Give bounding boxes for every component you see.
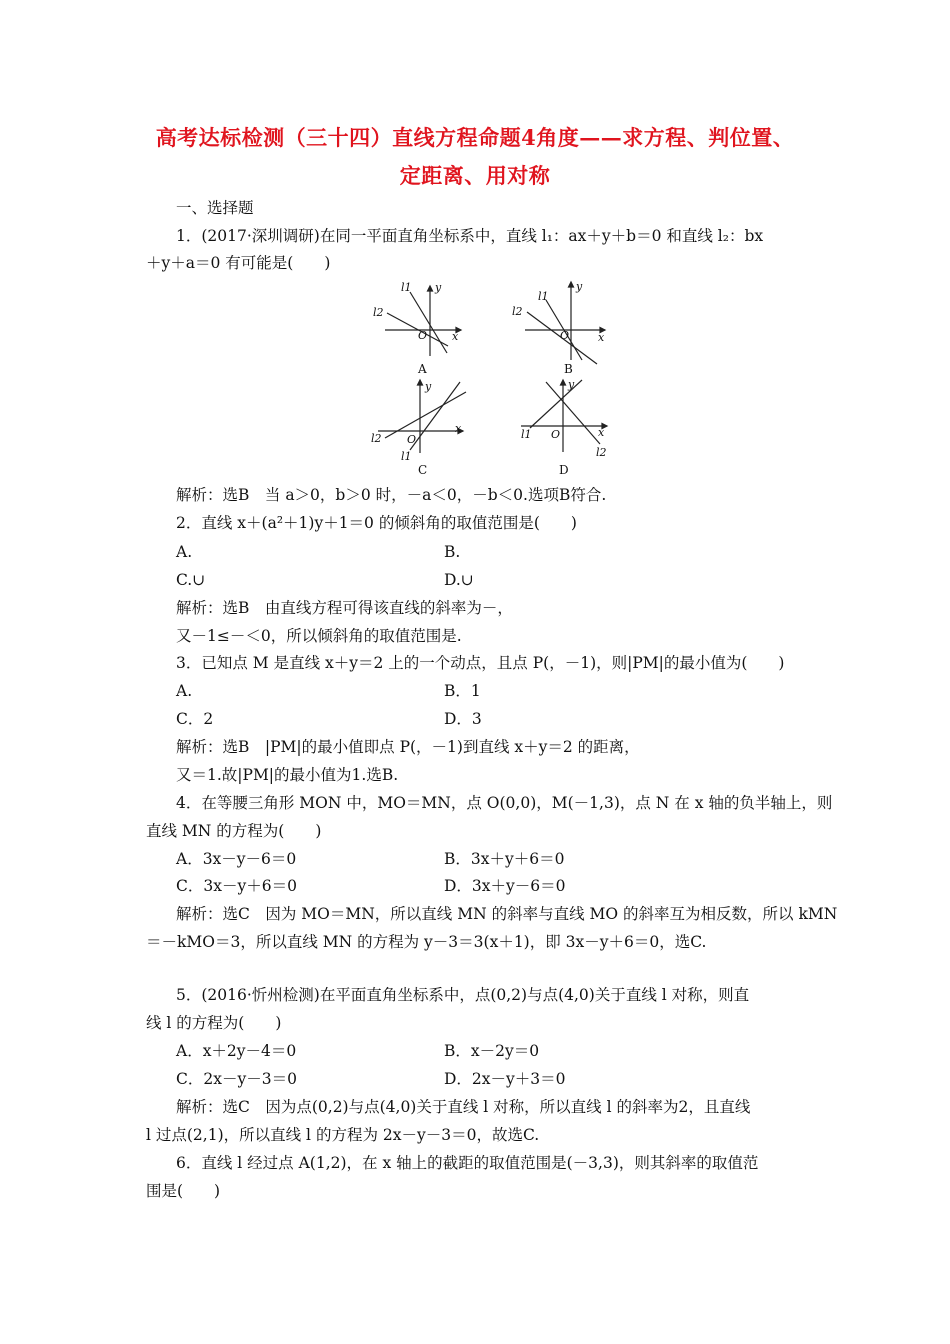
q5-answer-1: 解析：选C 因为点(0,2)与点(4,0)关于直线 l 对称，所以直线 l 的斜率为2，且直线 <box>176 1098 751 1116</box>
q2-stem: 2．直线 x＋(a²＋1)y＋1＝0 的倾斜角的取值范围是( ) <box>176 514 577 532</box>
q3-option-b: B．1 <box>444 682 481 700</box>
q4-answer-1: 解析：选C 因为 MO＝MN，所以直线 MN 的斜率与直线 MO 的斜率互为相反数，所以 kMN <box>176 905 838 923</box>
caption-a: A <box>418 362 427 376</box>
q5-option-b: B．x－2y＝0 <box>444 1042 540 1060</box>
q5-stem-line-2: 线 l 的方程为( ) <box>146 1014 282 1032</box>
line-l1 <box>410 292 447 353</box>
q3-option-c: C．2 <box>176 710 214 728</box>
caption-c: C <box>418 463 428 477</box>
label-x: x <box>455 422 462 435</box>
q4-stem-line-1: 4．在等腰三角形 MON 中，MO＝MN，点 O(0,0)，M(－1,3)，点 N 在 x 轴的负半轴上，则 <box>176 794 833 812</box>
q5-option-c: C．2x－y－3＝0 <box>176 1070 297 1088</box>
diagram-b <box>512 280 605 376</box>
title-line-1: 高考达标检测（三十四）直线方程命题4角度——求方程、判位置、 <box>155 125 795 150</box>
label-l2: l2 <box>371 432 382 445</box>
label-l2: l2 <box>373 306 384 319</box>
q4-option-b: B．3x＋y＋6＝0 <box>444 850 565 868</box>
q5-stem-line-1: 5．(2016·忻州检测)在平面直角坐标系中，点(0,2)与点(4,0)关于直线 l 对称，则直 <box>176 986 750 1004</box>
line-l1 <box>410 382 460 450</box>
label-y: y <box>435 281 442 294</box>
label-l1: l1 <box>401 450 412 463</box>
label-origin: O <box>407 433 417 446</box>
q2-option-c: C.∪ <box>176 571 206 589</box>
label-origin: O <box>560 329 570 342</box>
q4-answer-2: ＝－kMO＝3，所以直线 MN 的方程为 y－3＝3(x＋1)，即 3x－y＋6＝0，选C. <box>146 933 707 951</box>
q1-stem-line-2: ＋y＋a＝0 有可能是( ) <box>146 254 331 272</box>
q2-answer-1: 解析：选B 由直线方程可得该直线的斜率为－， <box>176 599 513 617</box>
q5-option-d: D．2x－y＋3＝0 <box>444 1070 566 1088</box>
q4-option-c: C．3x－y＋6＝0 <box>176 877 297 895</box>
label-x: x <box>452 330 459 343</box>
label-y: y <box>568 378 575 391</box>
caption-d: D <box>559 463 569 477</box>
q5-option-a: A．x＋2y－4＝0 <box>176 1042 297 1060</box>
diagram-d <box>521 378 607 477</box>
q4-option-a: A．3x－y－6＝0 <box>176 850 297 868</box>
diagram-a <box>373 281 461 376</box>
q1-answer: 解析：选B 当 a＞0，b＞0 时，－a＜0，－b＜0.选项B符合. <box>176 486 607 504</box>
caption-b: B <box>564 362 573 376</box>
label-l1: l1 <box>401 281 412 294</box>
label-x: x <box>598 331 605 344</box>
diagram-c <box>371 380 466 477</box>
label-l2: l2 <box>512 305 523 318</box>
label-l1: l1 <box>521 428 532 441</box>
label-l1: l1 <box>538 290 549 303</box>
section-heading: 一、选择题 <box>176 199 254 217</box>
q3-stem: 3．已知点 M 是直线 x＋y＝2 上的一个动点，且点 P(，－1)，则|PM|的最小值为( ) <box>176 654 785 672</box>
q3-answer-2: 又＝1.故|PM|的最小值为1.选B. <box>176 766 399 784</box>
q2-answer-2: 又－1≤－＜0，所以倾斜角的取值范围是. <box>176 627 462 645</box>
q2-option-a: A. <box>176 543 193 561</box>
label-origin: O <box>418 329 428 342</box>
title-line-2: 定距离、用对称 <box>399 163 551 188</box>
q1-figure <box>0 278 950 478</box>
label-x: x <box>598 426 605 439</box>
label-l2: l2 <box>596 446 607 459</box>
q5-answer-2: l 过点(2,1)，所以直线 l 的方程为 2x－y－3＝0，故选C. <box>146 1126 540 1144</box>
q6-stem-line-1: 6．直线 l 经过点 A(1,2)，在 x 轴上的截距的取值范围是(－3,3)，则其斜率的取值范 <box>176 1154 759 1172</box>
q6-stem-line-2: 围是( ) <box>146 1182 221 1200</box>
label-origin: O <box>551 428 561 441</box>
q4-option-d: D．3x＋y－6＝0 <box>444 877 566 895</box>
q3-option-a: A. <box>176 682 193 700</box>
q2-option-b: B. <box>444 543 461 561</box>
q3-option-d: D．3 <box>444 710 482 728</box>
label-y: y <box>576 280 583 293</box>
q2-option-d: D.∪ <box>444 571 474 589</box>
q1-stem-line-1: 1．(2017·深圳调研)在同一平面直角坐标系中，直线 l₁：ax＋y＋b＝0 和直线 l₂：bx <box>176 227 764 245</box>
q4-stem-line-2: 直线 MN 的方程为( ) <box>146 822 322 840</box>
label-y: y <box>425 380 432 393</box>
q3-answer-1: 解析：选B |PM|的最小值即点 P(，－1)到直线 x＋y＝2 的距离， <box>176 738 640 756</box>
